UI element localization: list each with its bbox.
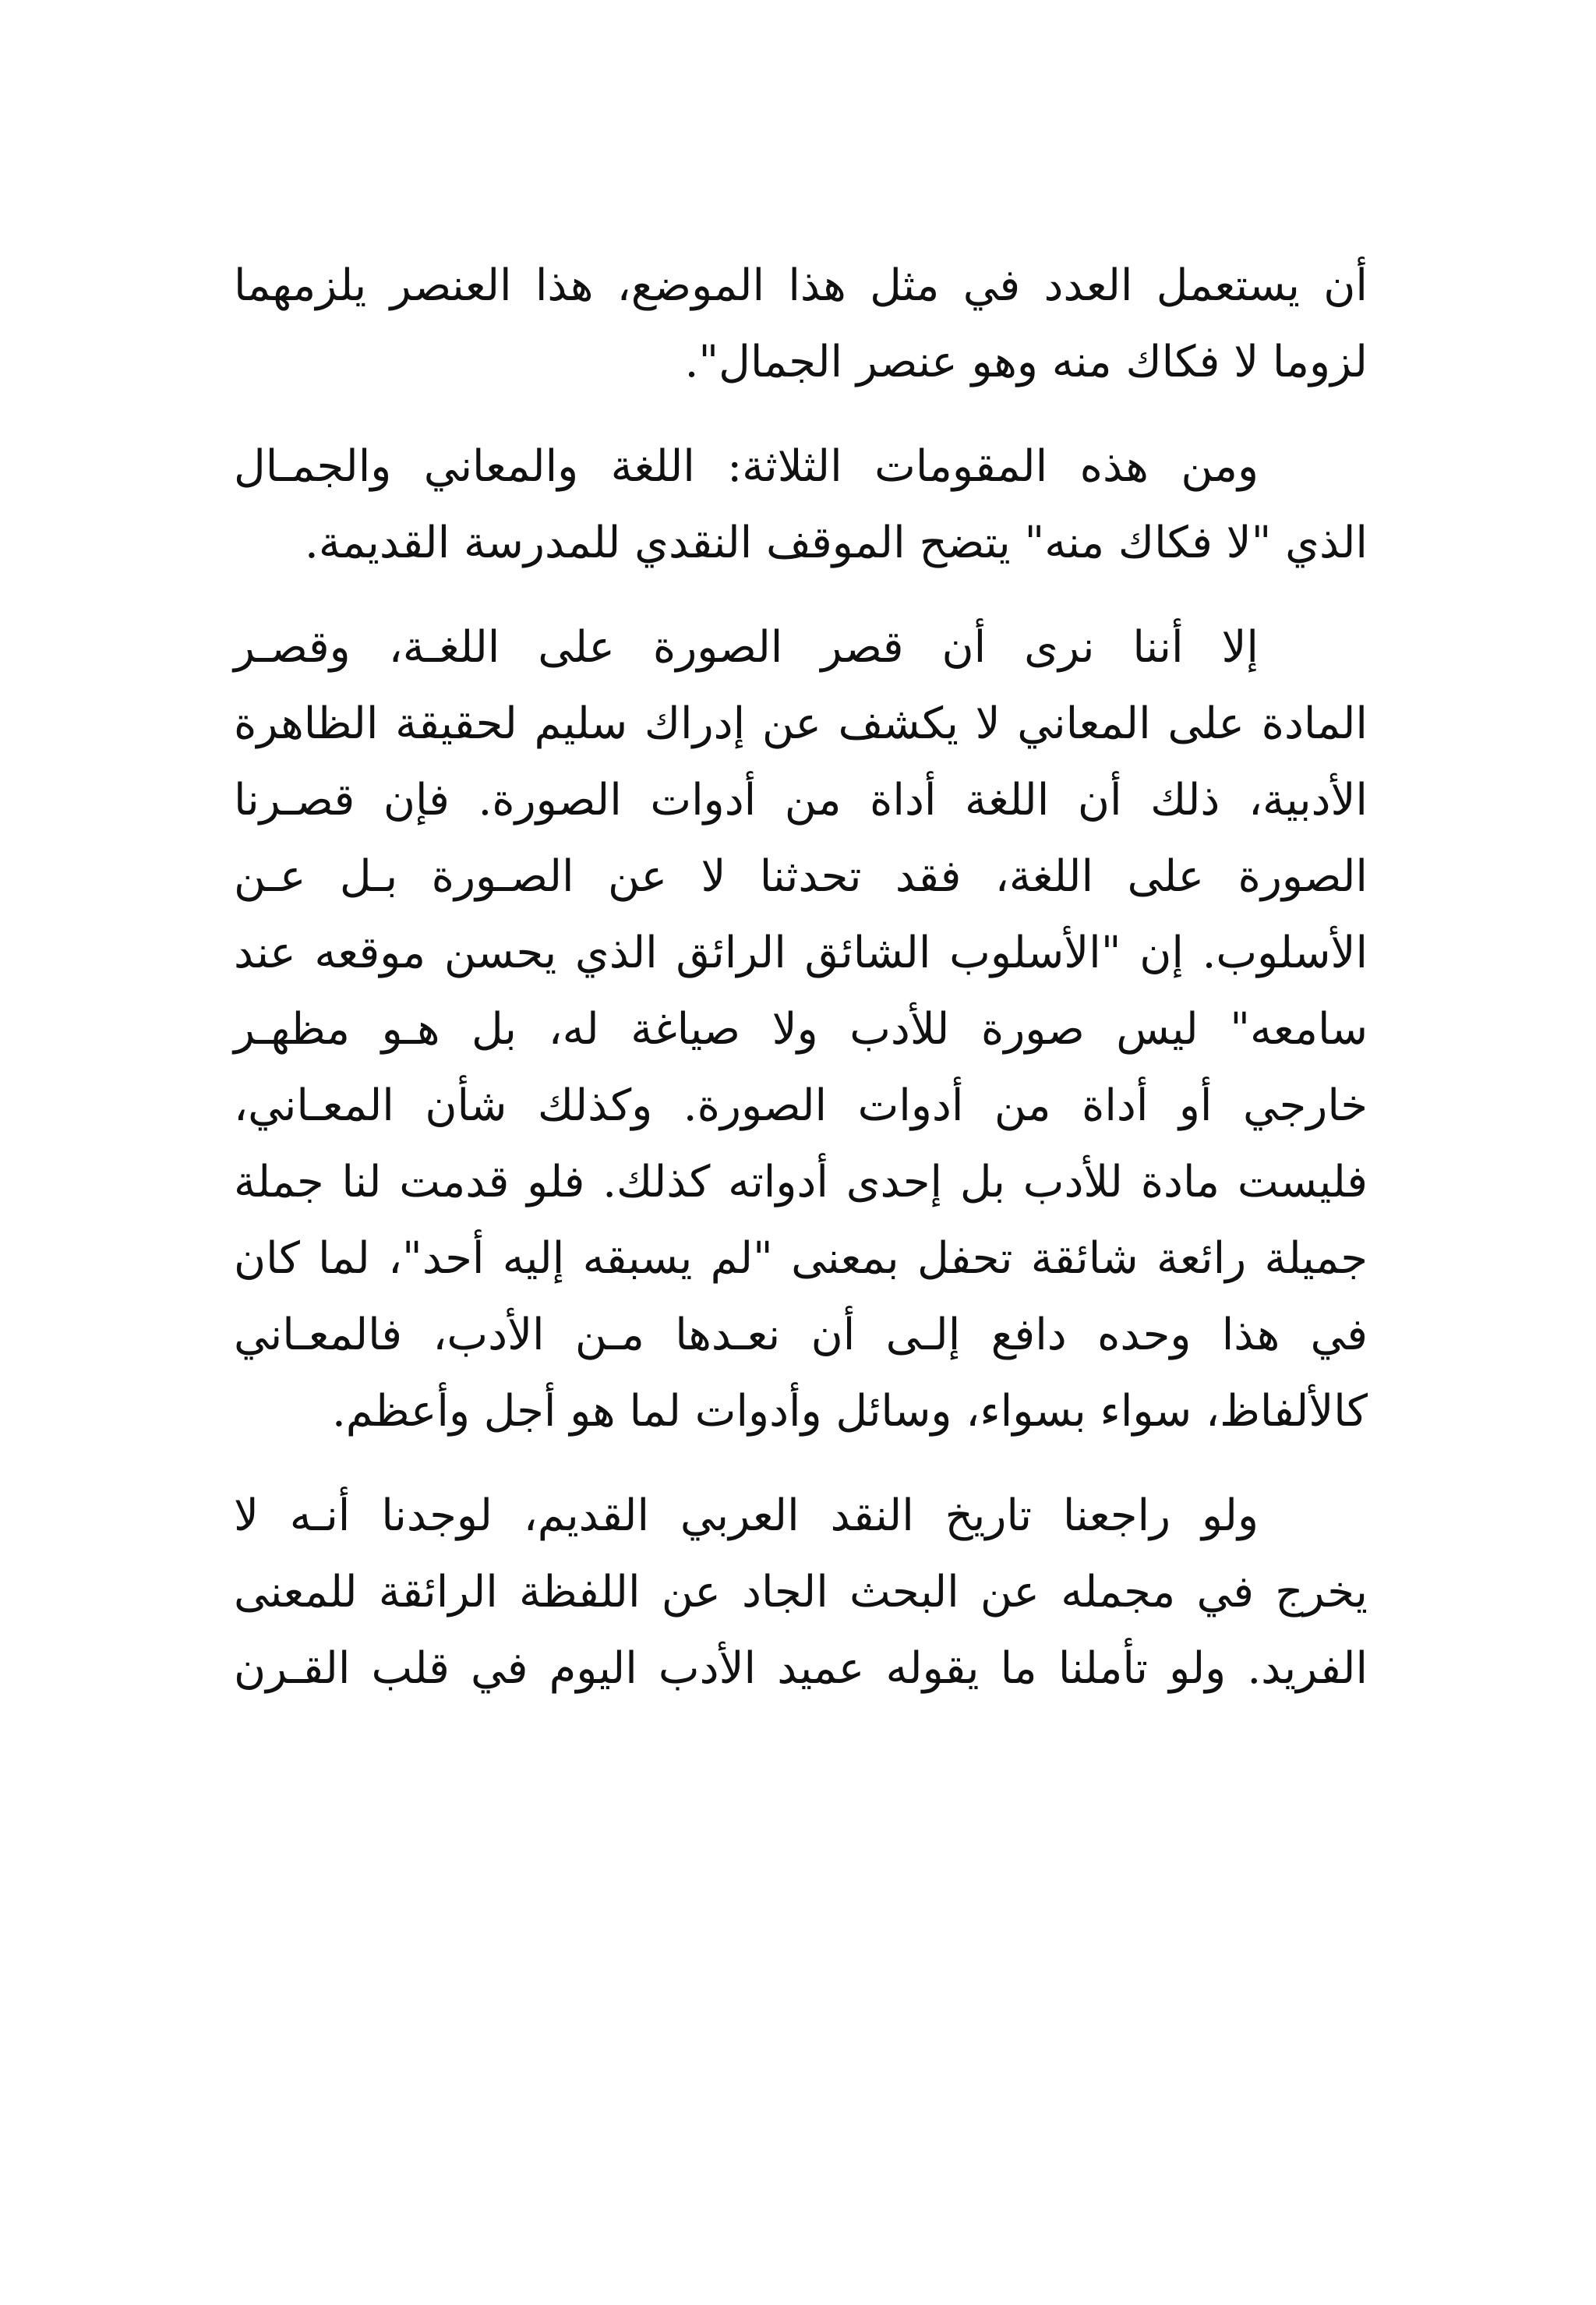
body-text [234,248,1368,1707]
text-line: ولو راجعنا تاريخ النقد العربي القديم، لوجدنا أنـه لا [234,1490,1259,1541]
text-line: لزوما لا فكاك منه وهو عنصر الجمال". [684,337,1368,387]
text-line: خارجي أو أداة من أدوات الصورة. وكذلك شأن المعـاني، [234,1080,1368,1131]
paragraph-gap [234,582,1368,610]
text-line: الفريد. ولو تأملنا ما يقوله عميد الأدب اليوم في قلب القـرن [234,1643,1368,1694]
text-line: إلا أننا نرى أن قصر الصورة على اللغـة، وقصـر [234,622,1259,673]
text-line: الصورة على اللغة، فقد تحدثنا لا عن الصـورة بـل عـن [234,851,1368,902]
text-line: كالألفاظ، سواء بسواء، وسائل وأدوات لما هو أجل وأعظم. [331,1386,1368,1437]
text-line: سامعه" ليس صورة للأدب ولا صياغة له، بل هـو مظهـر [234,1004,1368,1055]
text-line: أن يستعمل العدد في مثل هذا الموضع، هذا العنصر يلزمهما [234,260,1368,311]
text-line: الذي "لا فكاك منه" يتضح الموقف النقدي للمدرسة القديمة. [305,518,1368,568]
text-line: المادة على المعاني لا يكشف عن إدراك سليم لحقيقة الظاهرة [234,698,1368,749]
paragraph-gap [234,1450,1368,1478]
text-line: الأدبية، ذلك أن اللغة أداة من أدوات الصورة. فإن قصـرنا [234,775,1368,825]
text-line: الأسلوب. إن "الأسلوب الشائق الرائق الذي يحسن موقعه عند [234,928,1368,978]
text-line: يخرج في مجمله عن البحث الجاد عن اللفظة الرائقة للمعنى [234,1567,1368,1617]
text-line: ومن هذه المقومات الثلاثة: اللغة والمعاني والجمـال [234,441,1259,492]
text-line: جميلة رائعة شائقة تحفل بمعنى "لم يسبقه إليه أحد"، لما كان [234,1233,1368,1284]
paragraph-gap [234,401,1368,429]
text-line: في هذا وحده دافع إلـى أن نعـدها مـن الأدب، فالمعـاني [234,1310,1368,1360]
text-line: فليست مادة للأدب بل إحدى أدواته كذلك. فلو قدمت لنا جملة [234,1157,1368,1207]
